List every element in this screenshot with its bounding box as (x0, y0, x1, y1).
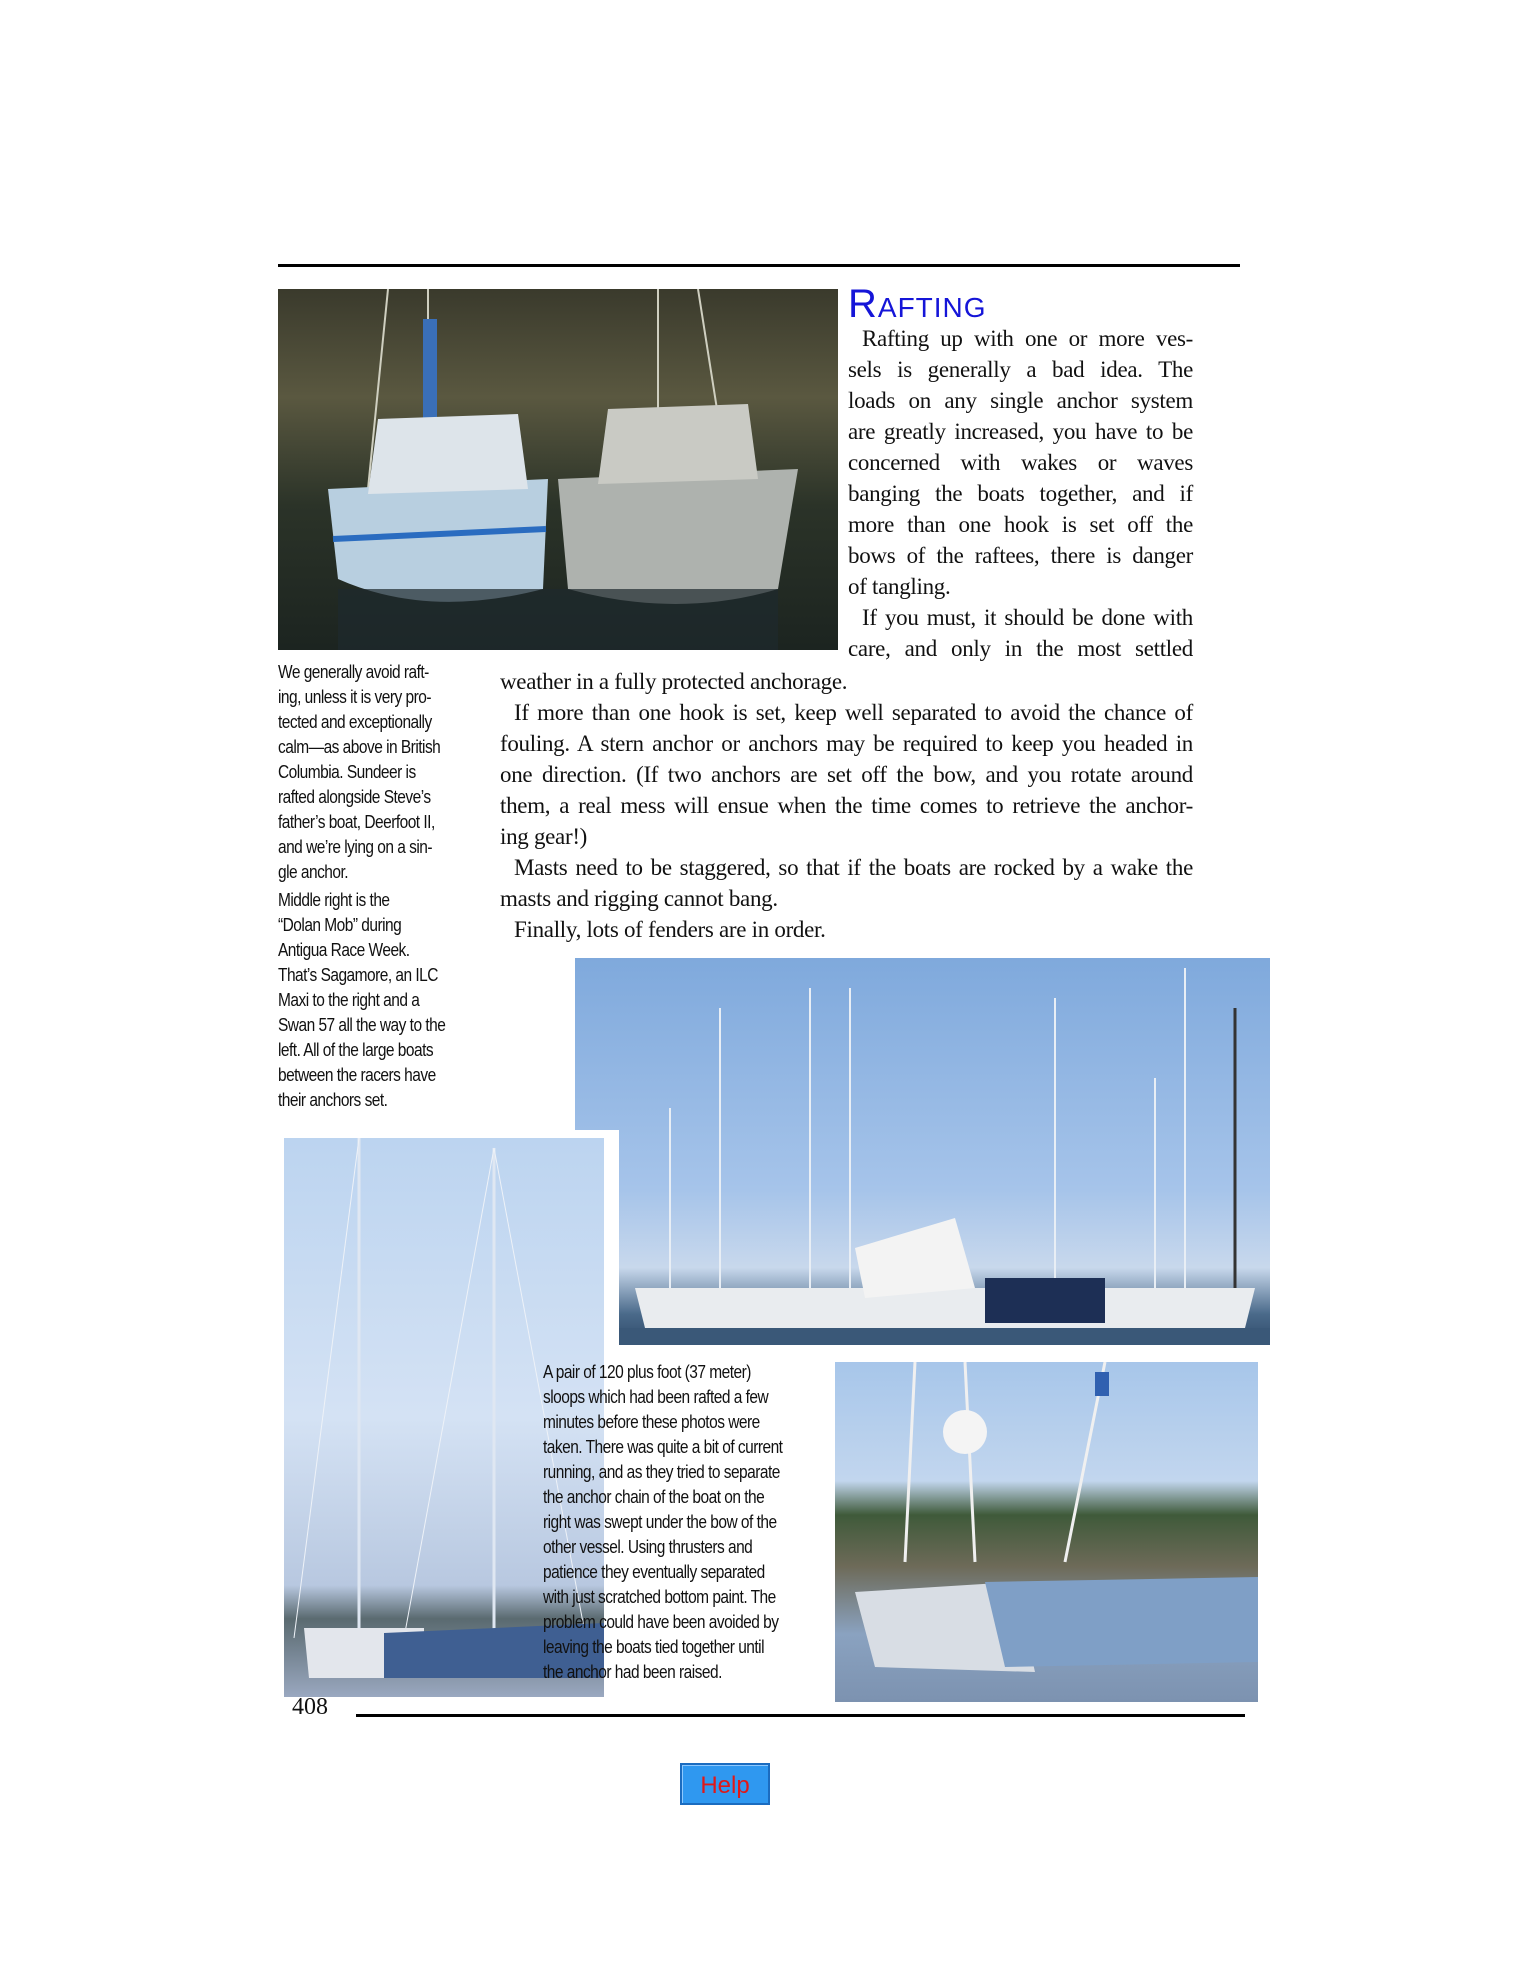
text-line: weather in a fully protected anchorage. (500, 669, 848, 694)
text-line: A pair of 120 plus foot (37 meter) (543, 1362, 751, 1382)
photo-dolan-mob-antigua (575, 958, 1270, 1345)
text-line: concerned with wakes or waves (848, 450, 1193, 475)
photo-120ft-sloops-right (835, 1362, 1258, 1702)
text-line: If you must, it should be done with (862, 605, 1193, 630)
text-line: the anchor chain of the boat on the (543, 1487, 765, 1507)
text-line: more than one hook is set off the (848, 512, 1193, 537)
text-line: masts and rigging cannot bang. (500, 886, 778, 911)
text-line: “Dolan Mob” during (278, 915, 402, 935)
text-line: other vessel. Using thrusters and (543, 1537, 753, 1557)
text-line: and we’re lying on a sin- (278, 837, 433, 857)
text-line: Maxi to the right and a (278, 990, 420, 1010)
yachts-illustration (575, 958, 1270, 1345)
text-line: Middle right is the (278, 890, 390, 910)
text-line: the anchor had been raised. (543, 1662, 722, 1682)
text-line: tected and exceptionally (278, 712, 432, 732)
text-line: ing gear!) (500, 824, 588, 849)
text-line: of tangling. (848, 574, 951, 599)
text-line: Masts need to be staggered, so that if the boats are rocked by a wake the (514, 855, 1193, 880)
text-line: We generally avoid raft- (278, 662, 429, 682)
help-button[interactable]: Help (680, 1763, 770, 1805)
text-line: banging the boats together, and if (848, 481, 1193, 506)
text-line: are greatly increased, you have to be (848, 419, 1193, 444)
text-line: sloops which had been rafted a few (543, 1387, 769, 1407)
bottom-rule (356, 1714, 1245, 1717)
text-line: problem could have been avoided by (543, 1612, 779, 1632)
text-line: right was swept under the bow of the (543, 1512, 777, 1532)
section-heading: Rafting (848, 282, 987, 326)
text-line: That’s Sagamore, an ILC (278, 965, 438, 985)
text-line: running, and as they tried to separate (543, 1462, 780, 1482)
text-line: father’s boat, Deerfoot II, (278, 812, 435, 832)
text-line: rafted alongside Steve’s (278, 787, 431, 807)
text-line: with just scratched bottom paint. The (543, 1587, 776, 1607)
top-rule (278, 264, 1240, 267)
text-line: Rafting up with one or more ves- (862, 326, 1193, 351)
text-line: loads on any single anchor system (848, 388, 1193, 413)
text-line: gle anchor. (278, 862, 349, 882)
text-line: Antigua Race Week. (278, 940, 410, 960)
boats-illustration (278, 289, 838, 650)
text-line: their anchors set. (278, 1090, 388, 1110)
text-line: patience they eventually separated (543, 1562, 765, 1582)
text-line: bows of the raftees, there is danger (848, 543, 1193, 568)
text-line: them, a real mess will ensue when the time comes to retrieve the anchor- (500, 793, 1193, 818)
text-line: one direction. (If two anchors are set off the bow, and you rotate around (500, 762, 1193, 787)
text-line: fouling. A stern anchor or anchors may be required to keep you headed in (500, 731, 1193, 756)
text-line: between the racers have (278, 1065, 436, 1085)
text-line: taken. There was quite a bit of current (543, 1437, 783, 1457)
text-line: leaving the boats tied together until (543, 1637, 765, 1657)
text-line: minutes before these photos were (543, 1412, 760, 1432)
bows-illustration (835, 1362, 1258, 1702)
text-line: If more than one hook is set, keep well separated to avoid the chance of (514, 700, 1193, 725)
text-line: left. All of the large boats (278, 1040, 434, 1060)
text-line: Finally, lots of fenders are in order. (514, 917, 826, 942)
text-line: ing, unless it is very pro- (278, 687, 431, 707)
text-line: calm—as above in British (278, 737, 441, 757)
text-line: Columbia. Sundeer is (278, 762, 416, 782)
page-number: 408 (292, 1694, 328, 1720)
text-line: care, and only in the most settled (848, 636, 1193, 661)
text-line: sels is generally a bad idea. The (848, 357, 1193, 382)
text-line: Swan 57 all the way to the (278, 1015, 446, 1035)
photo-rafted-boats-british-columbia (278, 289, 838, 650)
